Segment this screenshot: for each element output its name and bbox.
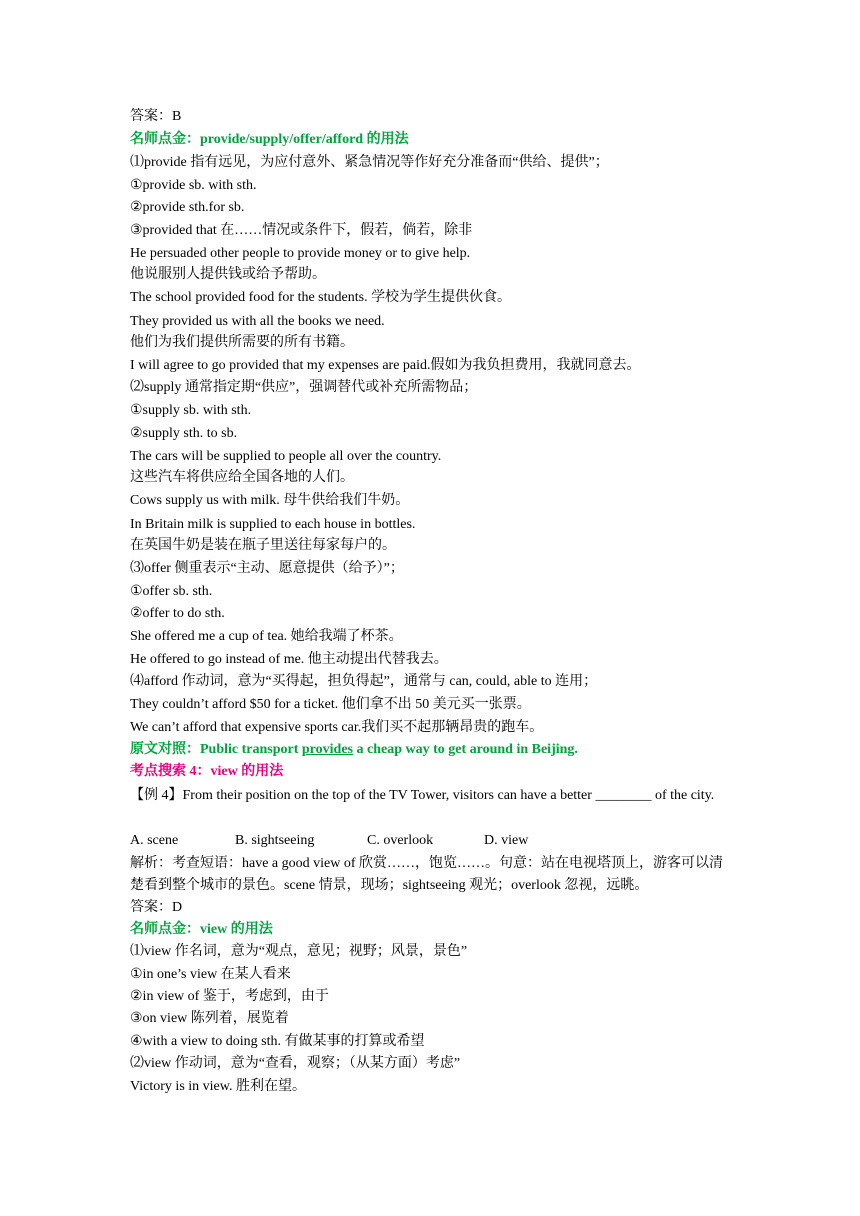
- option-d: D. view: [484, 833, 529, 848]
- text-line: They provided us with all the books we need.: [130, 314, 385, 329]
- text-line: Victory is in view. 胜利在望。: [130, 1079, 306, 1094]
- text-line: ⑵view 作动词，意为“查看，观察；（从某方面）考虑”: [130, 1056, 461, 1071]
- text-line: ②provide sth.for sb.: [130, 200, 245, 215]
- text-line: She offered me a cup of tea. 她给我端了杯茶。: [130, 629, 403, 644]
- example-question: 【例 4】From their position on the top of the TV Tower, visitors can have a better ________ of the city.: [130, 788, 715, 803]
- text-line: ③provided that 在……情况或条件下，假若，倘若，除非: [130, 223, 473, 238]
- text-line: They couldn’t afford $50 for a ticket. 他们拿不出 50 美元买一张票。: [130, 697, 531, 712]
- comparison-suffix: a cheap way to get around in Beijing.: [352, 742, 578, 757]
- option-c: C. overlook: [367, 833, 434, 848]
- original-text-comparison: [130, 740, 760, 760]
- text-line: ②offer to do sth.: [130, 606, 225, 621]
- text-line: ⑶offer 侧重表示“主动、愿意提供（给予）”；: [130, 561, 404, 576]
- text-line: In Britain milk is supplied to each house in bottles.: [130, 517, 416, 532]
- text-line: He offered to go instead of me. 他主动提出代替我去。: [130, 652, 448, 667]
- text-line: ⑷afford 作动词，意为“买得起，担负得起”，通常与 can, could, able to 连用；: [130, 674, 598, 689]
- text-line: The school provided food for the students. 学校为学生提供伙食。: [130, 290, 512, 305]
- text-line: ④with a view to doing sth. 有做某事的打算或希望: [130, 1034, 425, 1049]
- text-line: Cows supply us with milk. 母牛供给我们牛奶。: [130, 493, 410, 508]
- text-line: We can’t afford that expensive sports car.我们买不起那辆昂贵的跑车。: [130, 720, 544, 735]
- comparison-underlined-word: provides: [301, 742, 353, 757]
- text-line: ⑴provide 指有远见，为应付意外、紧急情况等作好充分准备而“供给、提供”；: [130, 155, 609, 170]
- answer-line: 答案：B: [130, 109, 182, 124]
- text-line: ⑴view 作名词，意为“观点，意见；视野；风景，景色”: [130, 944, 468, 959]
- text-line: ①offer sb. sth.: [130, 584, 213, 599]
- text-line: 这些汽车将供应给全国各地的人们。: [130, 470, 354, 485]
- text-line: ②supply sth. to sb.: [130, 426, 238, 441]
- tips-heading-view: 名师点金：view 的用法: [130, 922, 273, 937]
- text-line: 他说服别人提供钱或给予帮助。: [130, 267, 326, 282]
- example-analysis: 解析：考查短语：have a good view of 欣赏……，饱览……。句意：站在电视塔顶上，游客可以清楚看到整个城市的景色。scene 情景，现场；sightseeing 观光；overlook 忽视，远眺。: [130, 856, 724, 893]
- text-line: 他们为我们提供所需要的所有书籍。: [130, 335, 354, 350]
- text-line: ③on view 陈列着，展览着: [130, 1011, 289, 1026]
- text-line: ②in view of 鉴于，考虑到，由于: [130, 989, 329, 1004]
- text-line: I will agree to go provided that my expenses are paid.假如为我负担费用，我就同意去。: [130, 358, 641, 373]
- answer-line: 答案：D: [130, 900, 183, 915]
- text-line: 在英国牛奶是装在瓶子里送往每家每户的。: [130, 538, 396, 553]
- text-line: The cars will be supplied to people all over the country.: [130, 449, 442, 464]
- text-line: ①provide sb. with sth.: [130, 178, 257, 193]
- tips-heading-provide: 名师点金：provide/supply/offer/afford 的用法: [130, 132, 409, 147]
- option-a: A. scene: [130, 833, 179, 848]
- text-line: ①in one’s view 在某人看来: [130, 967, 291, 982]
- text-line: He persuaded other people to provide money or to give help.: [130, 246, 471, 261]
- section-heading: 考点搜索 4：view 的用法: [130, 764, 284, 779]
- comparison-prefix: 原文对照：Public transport: [130, 742, 302, 757]
- text-line: ⑵supply 通常指定期“供应”，强调替代或补充所需物品；: [130, 380, 478, 395]
- text-line: ①supply sb. with sth.: [130, 403, 252, 418]
- option-b: B. sightseeing: [235, 833, 315, 848]
